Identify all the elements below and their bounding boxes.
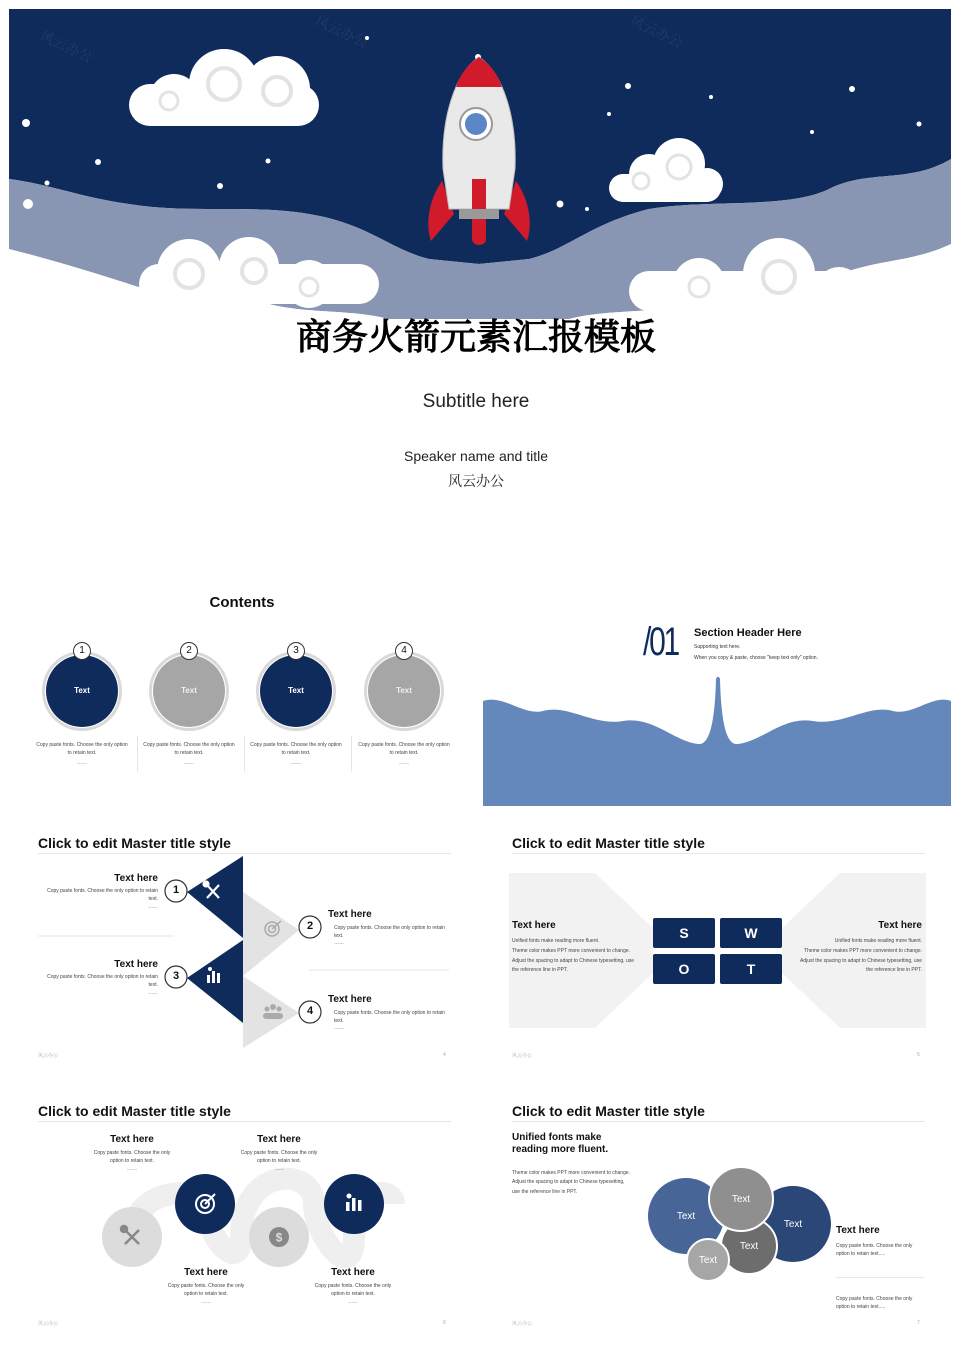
slide-title: Click to edit Master title style xyxy=(512,835,705,851)
swot-left-line-3: Adjust the spacing to adapt to Chinese typesetting, use xyxy=(512,958,635,964)
step-heading-4: Text here xyxy=(328,994,372,1005)
wave-heading-4: Text here xyxy=(331,1267,375,1278)
contents-more: …… xyxy=(77,760,87,766)
contents-item-3[interactable] xyxy=(250,642,342,767)
swot-right-heading: Text here xyxy=(878,920,922,931)
divider xyxy=(351,736,352,772)
slide-title: Click to edit Master title style xyxy=(38,1103,231,1119)
contents-number: 3 xyxy=(287,642,305,660)
bubbles-lead-2: reading more fluent. xyxy=(512,1144,609,1155)
cover-subtitle: Subtitle here xyxy=(422,391,530,412)
page-number: 4 xyxy=(443,1052,446,1058)
contents-desc: Copy paste fonts. Choose the only option to retain text. xyxy=(36,742,128,756)
watermark-2: 风云办公 xyxy=(312,13,370,52)
divider xyxy=(137,736,138,772)
section-note: When you copy & paste, choose "keep text only" option. xyxy=(694,655,818,661)
swot-t-tile[interactable]: T xyxy=(720,954,782,984)
step-more-2: …… xyxy=(334,940,344,946)
step-number-1: 1 xyxy=(172,884,180,896)
contents-more: …… xyxy=(291,760,301,766)
contents-number: 1 xyxy=(73,642,91,660)
swot-right-line-1: Unified fonts make reading more fluent. xyxy=(834,938,922,944)
step-heading-3: Text here xyxy=(114,959,158,970)
contents-circle: Text xyxy=(368,655,440,727)
step-text-3: Copy paste fonts. Choose the only option to retain text. xyxy=(47,974,158,988)
wave-heading-2: Text here xyxy=(257,1134,301,1145)
wave-text-4: Copy paste fonts. Choose the only option to retain text. xyxy=(314,1283,392,1297)
step-heading-1: Text here xyxy=(114,873,158,884)
bubbles-rule xyxy=(836,1277,924,1278)
footer-left: 风云办公 xyxy=(512,1053,533,1059)
swot-slide xyxy=(483,818,951,1063)
watermark-3: 风云办公 xyxy=(627,13,685,52)
cover-slide xyxy=(9,9,951,539)
step-text-2: Copy paste fonts. Choose the only option to retain text. xyxy=(334,925,445,939)
contents-title: Contents xyxy=(209,594,275,611)
svg-text:$: $ xyxy=(275,1230,283,1245)
section-slide xyxy=(483,576,951,806)
step-more-3: …… xyxy=(148,990,158,996)
swot-left-line-4: the reference line in PPT. xyxy=(512,967,568,973)
bubble-2: Text xyxy=(731,1194,751,1205)
section-cloud-shape xyxy=(483,576,951,806)
wave-slide xyxy=(9,1086,475,1331)
step-heading-2: Text here xyxy=(328,909,372,920)
contents-item-2[interactable] xyxy=(143,642,235,767)
contents-item-1[interactable] xyxy=(36,642,128,767)
contents-more: …… xyxy=(399,760,409,766)
step-number-4: 4 xyxy=(306,1005,314,1017)
company-name: 风云办公 xyxy=(448,474,504,490)
contents-desc: Copy paste fonts. Choose the only option to retain text. xyxy=(358,742,450,756)
wave-text-2: Copy paste fonts. Choose the only option to retain text. xyxy=(240,1150,318,1164)
wave-more-1: …… xyxy=(127,1166,137,1172)
contents-circle: Text xyxy=(46,655,118,727)
section-number: /01 xyxy=(643,620,678,664)
bubbles-right-text-1: Copy paste fonts. Choose the only option to retain text..... xyxy=(836,1243,913,1257)
bubble-3: Text xyxy=(783,1219,803,1230)
step-more-1: …… xyxy=(148,904,158,910)
step-text-4: Copy paste fonts. Choose the only option to retain text. xyxy=(334,1010,445,1024)
contents-item-4[interactable] xyxy=(358,642,450,767)
steps-slide xyxy=(9,818,475,1063)
swot-o-tile[interactable]: O xyxy=(653,954,715,984)
footer-left: 风云办公 xyxy=(512,1321,533,1327)
step-number-3: 3 xyxy=(172,970,180,982)
contents-slide xyxy=(9,576,475,806)
wave-text-1: Copy paste fonts. Choose the only option to retain text. xyxy=(93,1150,171,1164)
step-more-4: …… xyxy=(334,1025,344,1031)
bubbles-right-text-2: Copy paste fonts. Choose the only option to retain text..... xyxy=(836,1296,913,1310)
wave-more-2: …… xyxy=(274,1166,284,1172)
contents-more: …… xyxy=(184,760,194,766)
bubbles-right-heading: Text here xyxy=(836,1225,880,1236)
swot-right-line-2: Theme color makes PPT more convenient to change. xyxy=(803,948,922,954)
wave-heading-1: Text here xyxy=(110,1134,154,1145)
cover-background xyxy=(9,9,951,339)
wave-more-3: …… xyxy=(201,1299,211,1305)
wave-text-3: Copy paste fonts. Choose the only option to retain text. xyxy=(167,1283,245,1297)
bubbles-body-3: use the reference line in PPT. xyxy=(512,1189,578,1195)
cover-title: 商务火箭元素汇报模板 xyxy=(295,317,656,358)
bubble-1: Text xyxy=(676,1211,696,1222)
contents-circle: Text xyxy=(260,655,332,727)
step-number-2: 2 xyxy=(306,920,314,932)
section-header: Section Header Here xyxy=(694,627,802,639)
wave-more-4: …… xyxy=(348,1299,358,1305)
bubbles-body-1: Theme color makes PPT more convenient to change. xyxy=(512,1170,631,1176)
contents-circle: Text xyxy=(153,655,225,727)
swot-left-heading: Text here xyxy=(512,920,556,931)
section-supporting: Supporting text here. xyxy=(694,644,741,650)
contents-number: 4 xyxy=(395,642,413,660)
swot-left-line-2: Theme color makes PPT more convenient to change. xyxy=(512,948,631,954)
swot-s-tile[interactable]: S xyxy=(653,918,715,948)
dollar-icon xyxy=(269,1227,289,1247)
bubbles-slide xyxy=(483,1086,951,1331)
watermark-1: 风云办公 xyxy=(37,28,95,67)
contents-number: 2 xyxy=(180,642,198,660)
footer-left: 风云办公 xyxy=(38,1053,59,1059)
page-number: 7 xyxy=(917,1320,920,1326)
speaker-name: Speaker name and title xyxy=(404,448,548,464)
wave-heading-3: Text here xyxy=(184,1267,228,1278)
step-text-1: Copy paste fonts. Choose the only option to retain text. xyxy=(47,888,158,902)
page-number: 5 xyxy=(917,1052,920,1058)
divider xyxy=(244,736,245,772)
swot-right-line-3: Adjust the spacing to adapt to Chinese typesetting, use xyxy=(799,958,922,964)
bubble-5: Text xyxy=(698,1255,718,1266)
bubbles-lead-1: Unified fonts make xyxy=(512,1132,602,1143)
swot-w-tile[interactable]: W xyxy=(720,918,782,948)
contents-desc: Copy paste fonts. Choose the only option to retain text. xyxy=(143,742,235,756)
swot-right-line-4: the reference line in PPT. xyxy=(866,967,922,973)
bubbles-body-2: Adjust the spacing to adapt to Chinese typesetting, xyxy=(512,1179,625,1185)
slide-title: Click to edit Master title style xyxy=(512,1103,705,1119)
slide-title: Click to edit Master title style xyxy=(38,835,231,851)
bubble-4: Text xyxy=(739,1241,759,1252)
page-number: 6 xyxy=(443,1320,446,1326)
contents-desc: Copy paste fonts. Choose the only option to retain text. xyxy=(250,742,342,756)
footer-left: 风云办公 xyxy=(38,1321,59,1327)
swot-left-line-1: Unified fonts make reading more fluent. xyxy=(512,938,600,944)
